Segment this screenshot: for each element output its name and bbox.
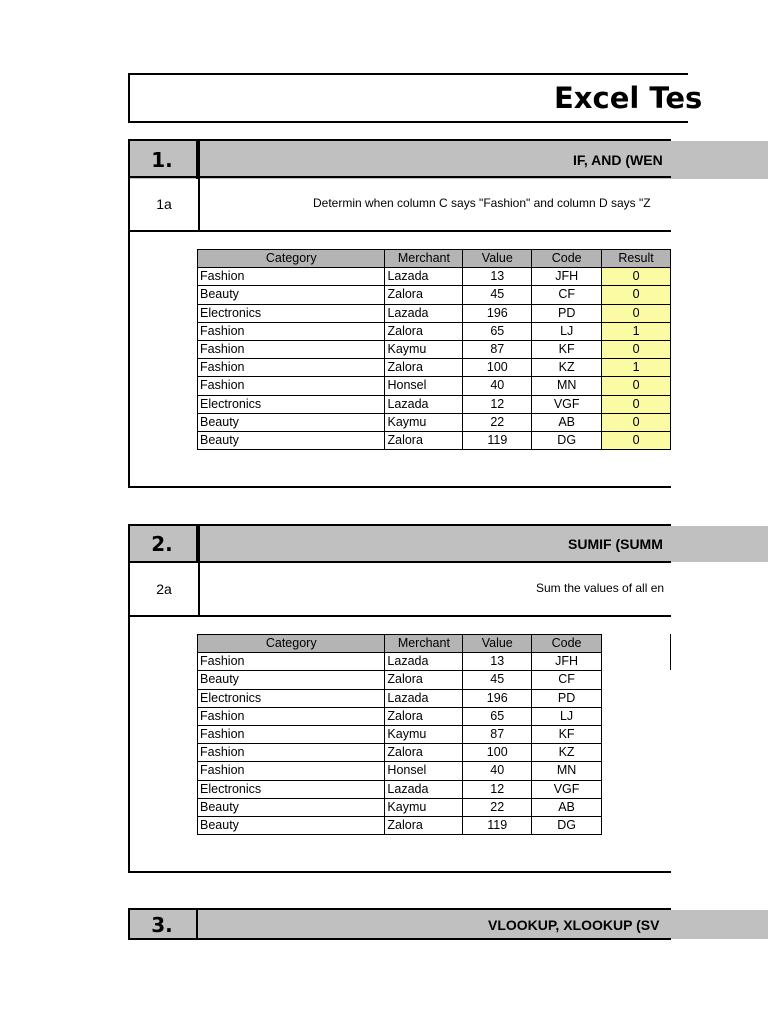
table-cell[interactable]: KZ	[532, 744, 602, 762]
table-cell[interactable]: 100	[463, 744, 532, 762]
table-cell[interactable]: Fashion	[198, 725, 385, 743]
table-cell[interactable]: 22	[463, 798, 532, 816]
table-cell[interactable]: KF	[532, 725, 602, 743]
result-cell[interactable]: 0	[602, 268, 671, 286]
subtask-id: 1a	[156, 196, 172, 212]
table-cell[interactable]: DG	[532, 431, 602, 449]
table-cell[interactable]: 45	[463, 286, 532, 304]
table-cell[interactable]: Lazada	[385, 304, 463, 322]
table-cell[interactable]: Electronics	[198, 689, 385, 707]
result-cell[interactable]: 0	[602, 340, 671, 358]
table-cell[interactable]: Fashion	[198, 377, 385, 395]
column-header: Result	[602, 250, 671, 268]
table-row	[198, 304, 671, 322]
table-cell[interactable]: Zalora	[385, 707, 463, 725]
table-header-row	[198, 635, 602, 653]
table-cell[interactable]: Zalora	[385, 286, 463, 304]
table-cell[interactable]: 12	[463, 780, 532, 798]
table-row	[198, 268, 671, 286]
table-cell[interactable]: Kaymu	[385, 725, 463, 743]
table-row	[198, 377, 671, 395]
table-cell[interactable]: 40	[463, 762, 532, 780]
result-cell[interactable]: 1	[602, 359, 671, 377]
table-cell[interactable]: PD	[532, 689, 602, 707]
section-3-header	[128, 910, 671, 939]
table-cell[interactable]: 12	[463, 395, 532, 413]
table-cell[interactable]: AB	[532, 413, 602, 431]
divider	[130, 615, 671, 617]
table-cell[interactable]: DG	[532, 816, 602, 834]
divider	[130, 230, 671, 232]
column-header: Value	[463, 250, 532, 268]
table-cell[interactable]: Fashion	[198, 707, 385, 725]
result-cell[interactable]: 0	[602, 395, 671, 413]
result-cell[interactable]: 1	[602, 322, 671, 340]
table-cell[interactable]: Lazada	[385, 268, 463, 286]
table-row	[198, 744, 602, 762]
table-cell[interactable]: Fashion	[198, 340, 385, 358]
table-cell[interactable]: 87	[463, 725, 532, 743]
section-title: VLOOKUP, XLOOKUP (SV	[488, 916, 660, 933]
column-separator	[198, 141, 200, 230]
table-cell[interactable]: 196	[463, 304, 532, 322]
table-cell[interactable]: 87	[463, 340, 532, 358]
table-cell[interactable]: 65	[463, 707, 532, 725]
table-cell[interactable]: Fashion	[198, 322, 385, 340]
table-cell[interactable]: Zalora	[385, 671, 463, 689]
result-cell[interactable]: 0	[602, 413, 671, 431]
table-cell[interactable]: MN	[532, 377, 602, 395]
result-cell[interactable]: 0	[602, 304, 671, 322]
section-3-header-overflow	[671, 910, 768, 939]
section-number: 1.	[128, 141, 198, 179]
title-box	[128, 73, 703, 123]
column-header: Category	[198, 635, 385, 653]
column-header: Merchant	[385, 635, 463, 653]
table-cell[interactable]: LJ	[532, 707, 602, 725]
document-title: Excel Tes	[554, 81, 703, 115]
column-header: Merchant	[385, 250, 463, 268]
result-cell[interactable]: 0	[602, 377, 671, 395]
section-2-header-overflow	[671, 526, 768, 562]
table-cell[interactable]: 119	[463, 431, 532, 449]
section-title: IF, AND (WEN	[573, 152, 663, 168]
table-cell[interactable]: MN	[532, 762, 602, 780]
table-cell[interactable]: Electronics	[198, 304, 385, 322]
table-cell[interactable]: Fashion	[198, 653, 385, 671]
table-cell[interactable]: Zalora	[385, 744, 463, 762]
table-header-row	[198, 250, 671, 268]
table-cell[interactable]: Fashion	[198, 268, 385, 286]
table-cell[interactable]: 13	[463, 653, 532, 671]
table-cell[interactable]: JFH	[532, 653, 602, 671]
table-cell[interactable]: CF	[532, 671, 602, 689]
table-cell[interactable]: 13	[463, 268, 532, 286]
table-row	[198, 322, 671, 340]
table-cell[interactable]: Electronics	[198, 395, 385, 413]
table-cell[interactable]: Beauty	[198, 798, 385, 816]
table-cell[interactable]: 40	[463, 377, 532, 395]
table-cell[interactable]: AB	[532, 798, 602, 816]
column-header: Code	[532, 250, 602, 268]
table-cell[interactable]: Kaymu	[385, 340, 463, 358]
cell-border	[670, 634, 671, 670]
table-cell[interactable]: 100	[463, 359, 532, 377]
table-cell[interactable]: CF	[532, 286, 602, 304]
column-header: Category	[198, 250, 385, 268]
table-row	[198, 286, 671, 304]
table-cell[interactable]: 119	[463, 816, 532, 834]
column-header: Value	[463, 635, 532, 653]
table-row	[198, 689, 602, 707]
section-1-header-overflow	[671, 141, 768, 179]
divider	[128, 871, 671, 873]
divider	[128, 938, 671, 940]
table-row	[198, 816, 602, 834]
subtask-id: 2a	[156, 581, 172, 597]
section-number: 3.	[128, 910, 198, 939]
table-row	[198, 413, 671, 431]
table-row	[198, 340, 671, 358]
table-cell[interactable]: Fashion	[198, 744, 385, 762]
result-cell[interactable]: 0	[602, 431, 671, 449]
table-cell[interactable]: KZ	[532, 359, 602, 377]
table-cell[interactable]: 196	[463, 689, 532, 707]
table-cell[interactable]: Zalora	[385, 322, 463, 340]
table-row	[198, 359, 671, 377]
table-cell[interactable]: PD	[532, 304, 602, 322]
table-cell[interactable]: Beauty	[198, 286, 385, 304]
table-cell[interactable]: Fashion	[198, 359, 385, 377]
table-cell[interactable]: Lazada	[385, 395, 463, 413]
divider	[128, 486, 671, 488]
table-cell[interactable]: Zalora	[385, 431, 463, 449]
table-row	[198, 707, 602, 725]
table-cell[interactable]: KF	[532, 340, 602, 358]
table-row	[198, 671, 602, 689]
table-cell[interactable]: 65	[463, 322, 532, 340]
table-cell[interactable]: Lazada	[385, 780, 463, 798]
section-title: SUMIF (SUMM	[568, 536, 663, 552]
table-cell[interactable]: VGF	[532, 780, 602, 798]
data-table-1	[197, 249, 671, 450]
table-cell[interactable]: Beauty	[198, 431, 385, 449]
table-cell[interactable]: Zalora	[385, 816, 463, 834]
column-header: Code	[532, 635, 602, 653]
table-cell[interactable]: Lazada	[385, 689, 463, 707]
column-separator	[198, 526, 200, 615]
table-row	[198, 395, 671, 413]
table-cell[interactable]: LJ	[532, 322, 602, 340]
table-cell[interactable]: Lazada	[385, 653, 463, 671]
table-row	[198, 431, 671, 449]
data-table-2	[197, 634, 602, 835]
table-cell[interactable]: Fashion	[198, 762, 385, 780]
table-cell[interactable]: JFH	[532, 268, 602, 286]
table-cell[interactable]: Zalora	[385, 359, 463, 377]
table-cell[interactable]: Electronics	[198, 780, 385, 798]
table-cell[interactable]: Beauty	[198, 413, 385, 431]
table-cell[interactable]: Honsel	[385, 377, 463, 395]
table-row	[198, 653, 602, 671]
section-number: 2.	[128, 526, 198, 562]
section-3-frame	[128, 908, 130, 940]
result-cell[interactable]: 0	[602, 286, 671, 304]
table-cell[interactable]: Kaymu	[385, 413, 463, 431]
table-row	[198, 762, 602, 780]
table-cell[interactable]: Beauty	[198, 671, 385, 689]
table-row	[198, 725, 602, 743]
table-row	[198, 798, 602, 816]
table-cell[interactable]: 22	[463, 413, 532, 431]
table-cell[interactable]: Kaymu	[385, 798, 463, 816]
table-cell[interactable]: VGF	[532, 395, 602, 413]
subtask-description: Sum the values of all en	[536, 581, 665, 595]
table-cell[interactable]: Beauty	[198, 816, 385, 834]
table-row	[198, 780, 602, 798]
table-cell[interactable]: Honsel	[385, 762, 463, 780]
table-cell[interactable]: 45	[463, 671, 532, 689]
subtask-description: Determin when column C says "Fashion" and column D says "Z	[313, 196, 651, 210]
